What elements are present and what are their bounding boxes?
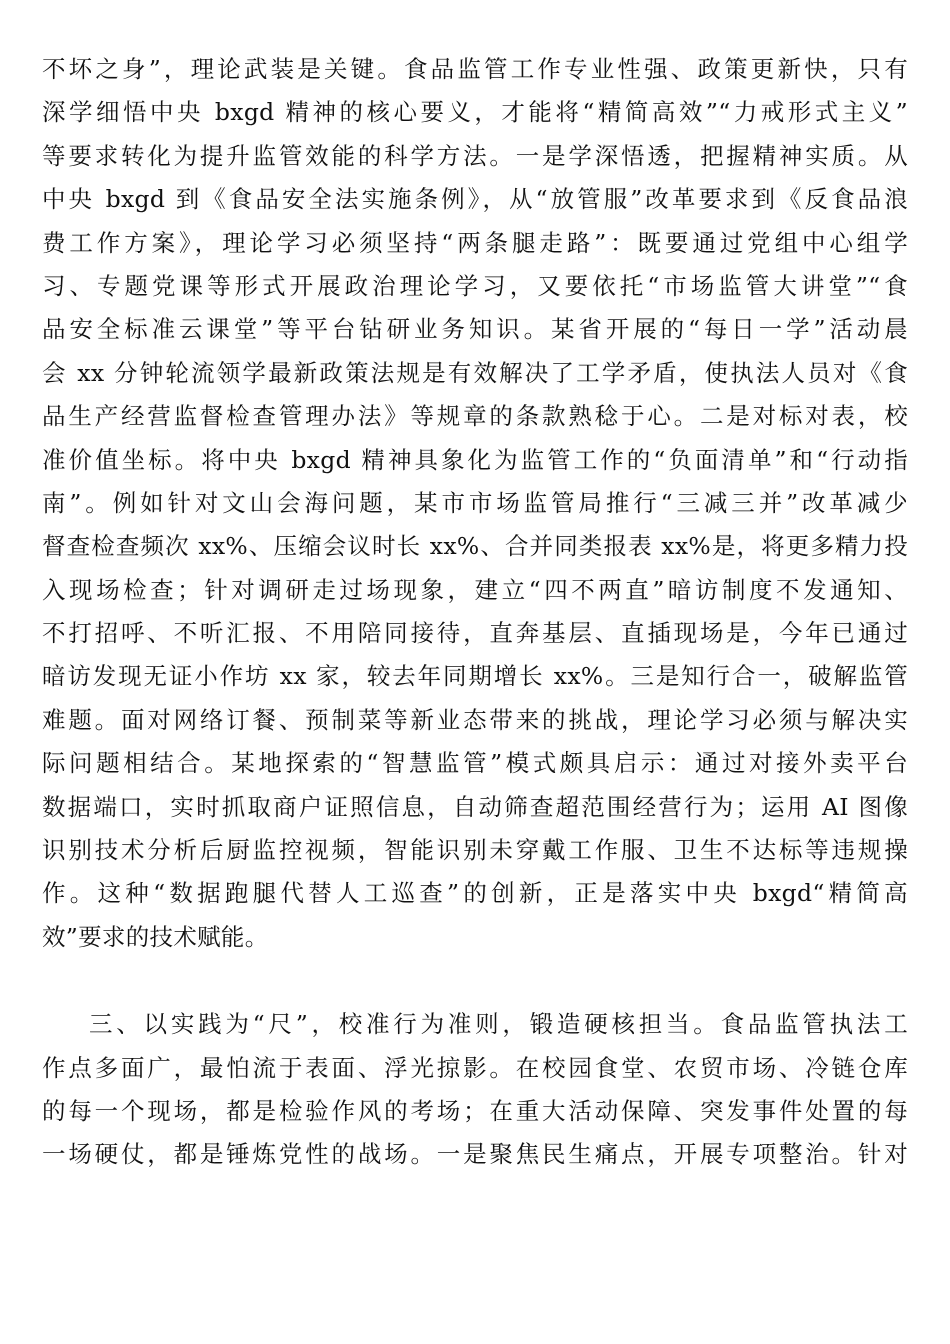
text-line: 南”。例如针对文山会海问题，某市市场监管局推行“三减三并”改革减少 — [42, 488, 908, 517]
text-line: 中央 bxgd 到《食品安全法实施条例》，从“放管服”改革要求到《反食品浪 — [42, 185, 908, 214]
text-line: 三、以实践为“尺”，校准行为准则，锻造硬核担当。食品监管执法工 — [89, 1010, 908, 1039]
text-line: 等要求转化为提升监管效能的科学方法。一是学深悟透，把握精神实质。从 — [42, 141, 908, 170]
text-line: 效”要求的技术赋能。 — [42, 922, 269, 951]
document-page — [42, 48, 908, 1177]
paragraph-gap — [42, 959, 908, 1003]
text-line: 深学细悟中央 bxgd 精神的核心要义，才能将“精简高效”“力戒形式主义” — [42, 98, 908, 127]
text-line: 难题。面对网络订餐、预制菜等新业态带来的挑战，理论学习必须与解决实 — [42, 705, 908, 734]
text-line: 品安全标准云课堂”等平台钻研业务知识。某省开展的“每日一学”活动晨 — [42, 315, 908, 344]
text-line: 作。这种“数据跑腿代替人工巡查”的创新，正是落实中央 bxgd“精简高 — [42, 879, 908, 908]
text-line: 识别技术分析后厨监控视频，智能识别未穿戴工作服、卫生不达标等违规操 — [42, 836, 908, 865]
text-line: 准价值坐标。将中央 bxgd 精神具象化为监管工作的“负面清单”和“行动指 — [42, 445, 908, 474]
text-line: 督查检查频次 xx%、压缩会议时长 xx%、合并同类报表 xx%是，将更多精力投 — [42, 532, 908, 561]
text-line: 习、专题党课等形式开展政治理论学习，又要依托“市场监管大讲堂”“食 — [42, 271, 908, 300]
text-line: 作点多面广，最怕流于表面、浮光掠影。在校园食堂、农贸市场、冷链仓库 — [42, 1053, 908, 1082]
paragraph-1 — [42, 48, 908, 959]
text-line: 一场硬仗，都是锤炼党性的战场。一是聚焦民生痛点，开展专项整治。针对 — [42, 1140, 908, 1169]
text-line: 不坏之身”，理论武装是关键。食品监管工作专业性强、政策更新快，只有 — [42, 55, 908, 83]
text-line: 不打招呼、不听汇报、不用陪同接待，直奔基层、直插现场是，今年已通过 — [42, 619, 908, 648]
paragraph-2 — [42, 1003, 908, 1177]
text-line: 数据端口，实时抓取商户证照信息，自动筛查超范围经营行为；运用 AI 图像 — [42, 792, 908, 821]
text-line: 会 xx 分钟轮流领学最新政策法规是有效解决了工学矛盾，使执法人员对《食 — [42, 358, 908, 387]
text-line: 际问题相结合。某地探索的“智慧监管”模式颇具启示：通过对接外卖平台 — [42, 749, 908, 778]
text-line: 暗访发现无证小作坊 xx 家，较去年同期增长 xx%。三是知行合一，破解监管 — [42, 662, 908, 691]
text-line: 品生产经营监督检查管理办法》等规章的条款熟稔于心。二是对标对表，校 — [42, 402, 908, 431]
text-line: 入现场检查；针对调研走过场现象，建立“四不两直”暗访制度不发通知、 — [42, 575, 908, 604]
text-line: 费工作方案》，理论学习必须坚持“两条腿走路”：既要通过党组中心组学 — [42, 228, 908, 257]
text-line: 的每一个现场，都是检验作风的考场；在重大活动保障、突发事件处置的每 — [42, 1096, 908, 1125]
